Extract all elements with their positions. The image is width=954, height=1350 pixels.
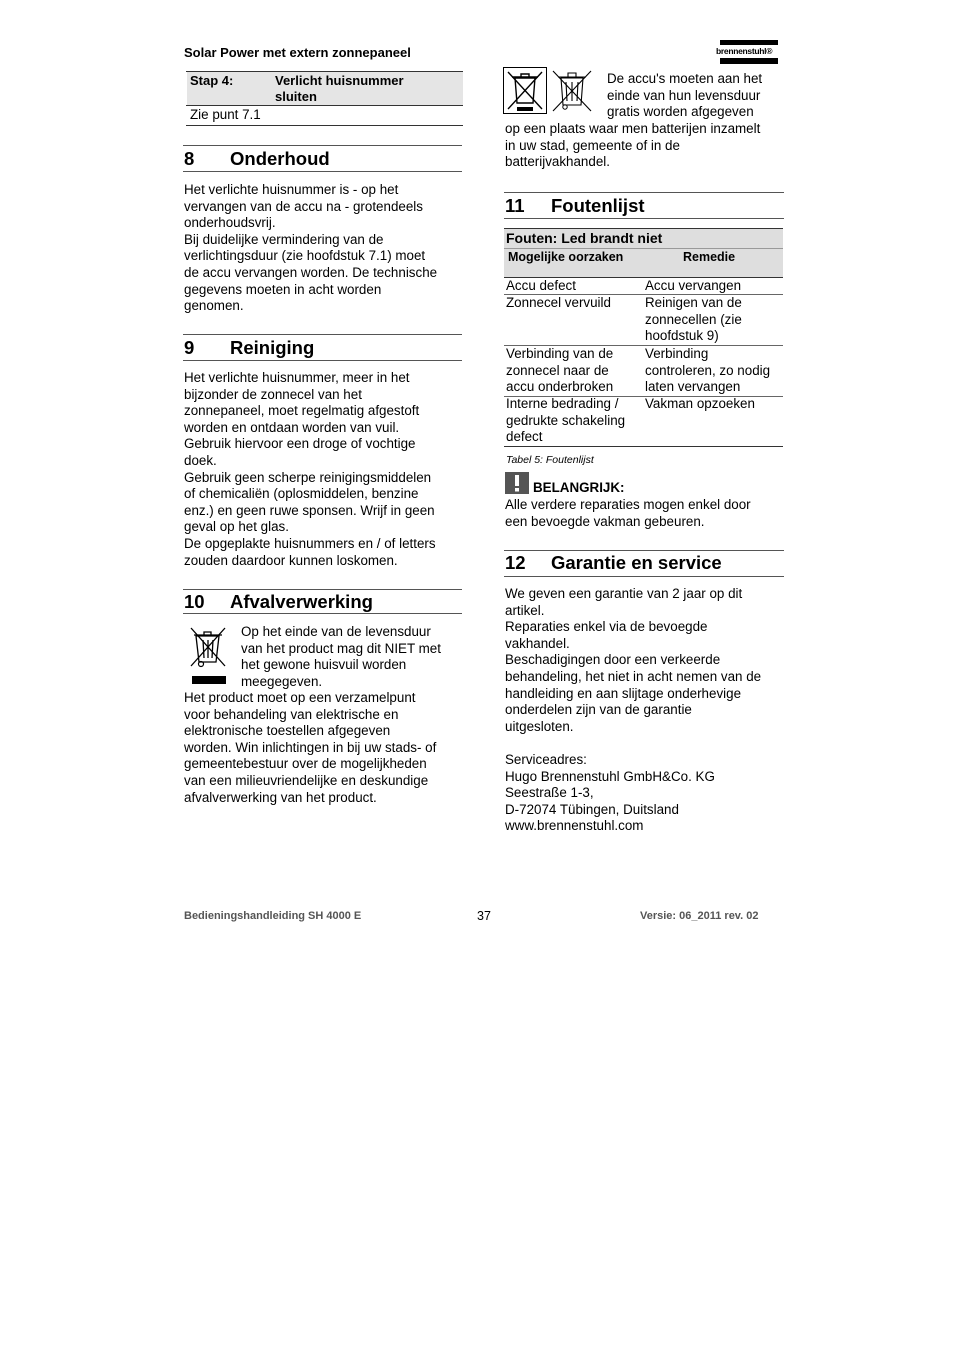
battery-bin-icon — [503, 67, 547, 114]
footer-manual-name: Bedieningshandleiding SH 4000 E — [184, 910, 362, 922]
weee-crossed-bin-icon — [188, 624, 228, 686]
section-number: 8 — [184, 148, 195, 169]
accu-body: op een plaats waar men batterijen inzamelt in uw stad, gemeente of in de batterijvakhandel. — [505, 121, 761, 170]
important-text: Alle verdere reparaties mogen enkel door een bevoegde vakman gebeuren. — [505, 497, 751, 529]
fault-table-col-cause: Mogelijke oorzaken — [508, 250, 624, 264]
section-heading-foutenlijst — [505, 195, 645, 217]
fault-table-title: Fouten: Led brandt niet — [506, 230, 663, 246]
warning-exclamation-icon — [505, 472, 529, 494]
step-content: Zie punt 7.1 — [190, 107, 261, 122]
brand-logo — [716, 40, 784, 68]
accu-side-text: De accu's moeten aan het einde van hun levensduur gratis worden afgegeven — [607, 71, 763, 120]
footer-version: Versie: 06_2011 rev. 02 — [640, 910, 759, 922]
section-number: 11 — [505, 195, 525, 216]
brand-logo-text: brennenstuhl® — [716, 46, 773, 56]
page-number: 37 — [477, 909, 491, 923]
section-heading-reiniging — [184, 337, 314, 359]
section-number: 10 — [184, 591, 205, 612]
reiniging-body: Het verlichte huisnummer, meer in het bijzonder de zonnecel van het zonnepaneel, moet regelmatig afgestoft worden en ontdaan worden van vuil. Gebruik hiervoor een droge of vochtige doek. Gebruik geen scherpe reinigingsmiddelen of chemicaliën (oplosmiddelen, benzine enz.) en geen ruwe sponsen. Wrijf in geen geval op het glas. De opgeplakte huisnummers en / of letters zouden daardoor kunnen loskomen. — [184, 370, 436, 568]
onderhoud-body: Het verlichte huisnummer is - op het vervangen van de accu na - grotendeels onderhoudsvrij. Bij duidelijke vermindering van de verlichtingsduur (zie hoofdstuk 7.1) moet de accu vervangen worden. De technische gegevens moeten in acht worden genomen. — [184, 182, 438, 314]
section-number: 9 — [184, 337, 195, 358]
fault-row-cause: Interne bedrading / gedrukte schakeling defect — [506, 396, 626, 445]
step-label: Stap 4: — [190, 73, 234, 88]
fault-row-remedy: Vakman opzoeken — [645, 396, 755, 411]
section-title: Garantie en service — [551, 552, 722, 573]
service-address: Serviceadres: Hugo Brennenstuhl GmbH&Co. KG Seestraße 1-3, D-72074 Tübingen, Duitsland www.brennenstuhl.com — [505, 752, 715, 834]
fault-row-cause: Accu defect — [506, 278, 576, 293]
section-title: Onderhoud — [230, 148, 330, 169]
step-title: Verlicht huisnummer sluiten — [275, 73, 404, 104]
fault-row-remedy: Verbinding controleren, zo nodig laten vervangen — [645, 346, 771, 395]
section-heading-garantie — [505, 552, 722, 574]
important-label: BELANGRIJK: — [533, 480, 625, 495]
section-number: 12 — [505, 552, 526, 573]
table-caption: Tabel 5: Foutenlijst — [506, 454, 594, 466]
garantie-body: We geven een garantie van 2 jaar op dit artikel. Reparaties enkel via de bevoegde vakhandel. Beschadigingen door een verkeerde behandeling, het niet in acht nemen van de handleiding en aan slijtage onderhevige onderdelen zijn van de garantie uitgesloten. — [505, 586, 762, 734]
section-heading-afvalverwerking — [184, 591, 373, 613]
document-title: Solar Power met extern zonnepaneel — [184, 45, 411, 60]
section-heading-onderhoud — [184, 148, 330, 170]
fault-row-remedy: Reinigen van de zonnecellen (zie hoofdstuk 9) — [645, 295, 742, 344]
afval-body: Het product moet op een verzamelpunt voor behandeling van elektrische en elektronische toestellen afgegeven worden. Win inlichtingen in bij uw stads- of gemeentebestuur over de mogelijkheden van een milieuvriendelijke en deskundige afvalverwerking van het product. — [184, 690, 437, 805]
section-title: Reiniging — [230, 337, 315, 358]
recycle-bin-icon — [549, 67, 595, 114]
fault-table-col-remedy: Remedie — [683, 250, 736, 264]
fault-row-remedy: Accu vervangen — [645, 278, 742, 293]
section-title: Afvalverwerking — [230, 591, 373, 612]
fault-row-cause: Verbinding van de zonnecel naar de accu onderbroken — [506, 346, 614, 395]
section-title: Foutenlijst — [551, 195, 645, 216]
fault-row-cause: Zonnecel vervuild — [506, 295, 611, 310]
afval-side-text: Op het einde van de levensduur van het product mag dit NIET met het gewone huisvuil worden meegegeven. — [241, 624, 441, 689]
